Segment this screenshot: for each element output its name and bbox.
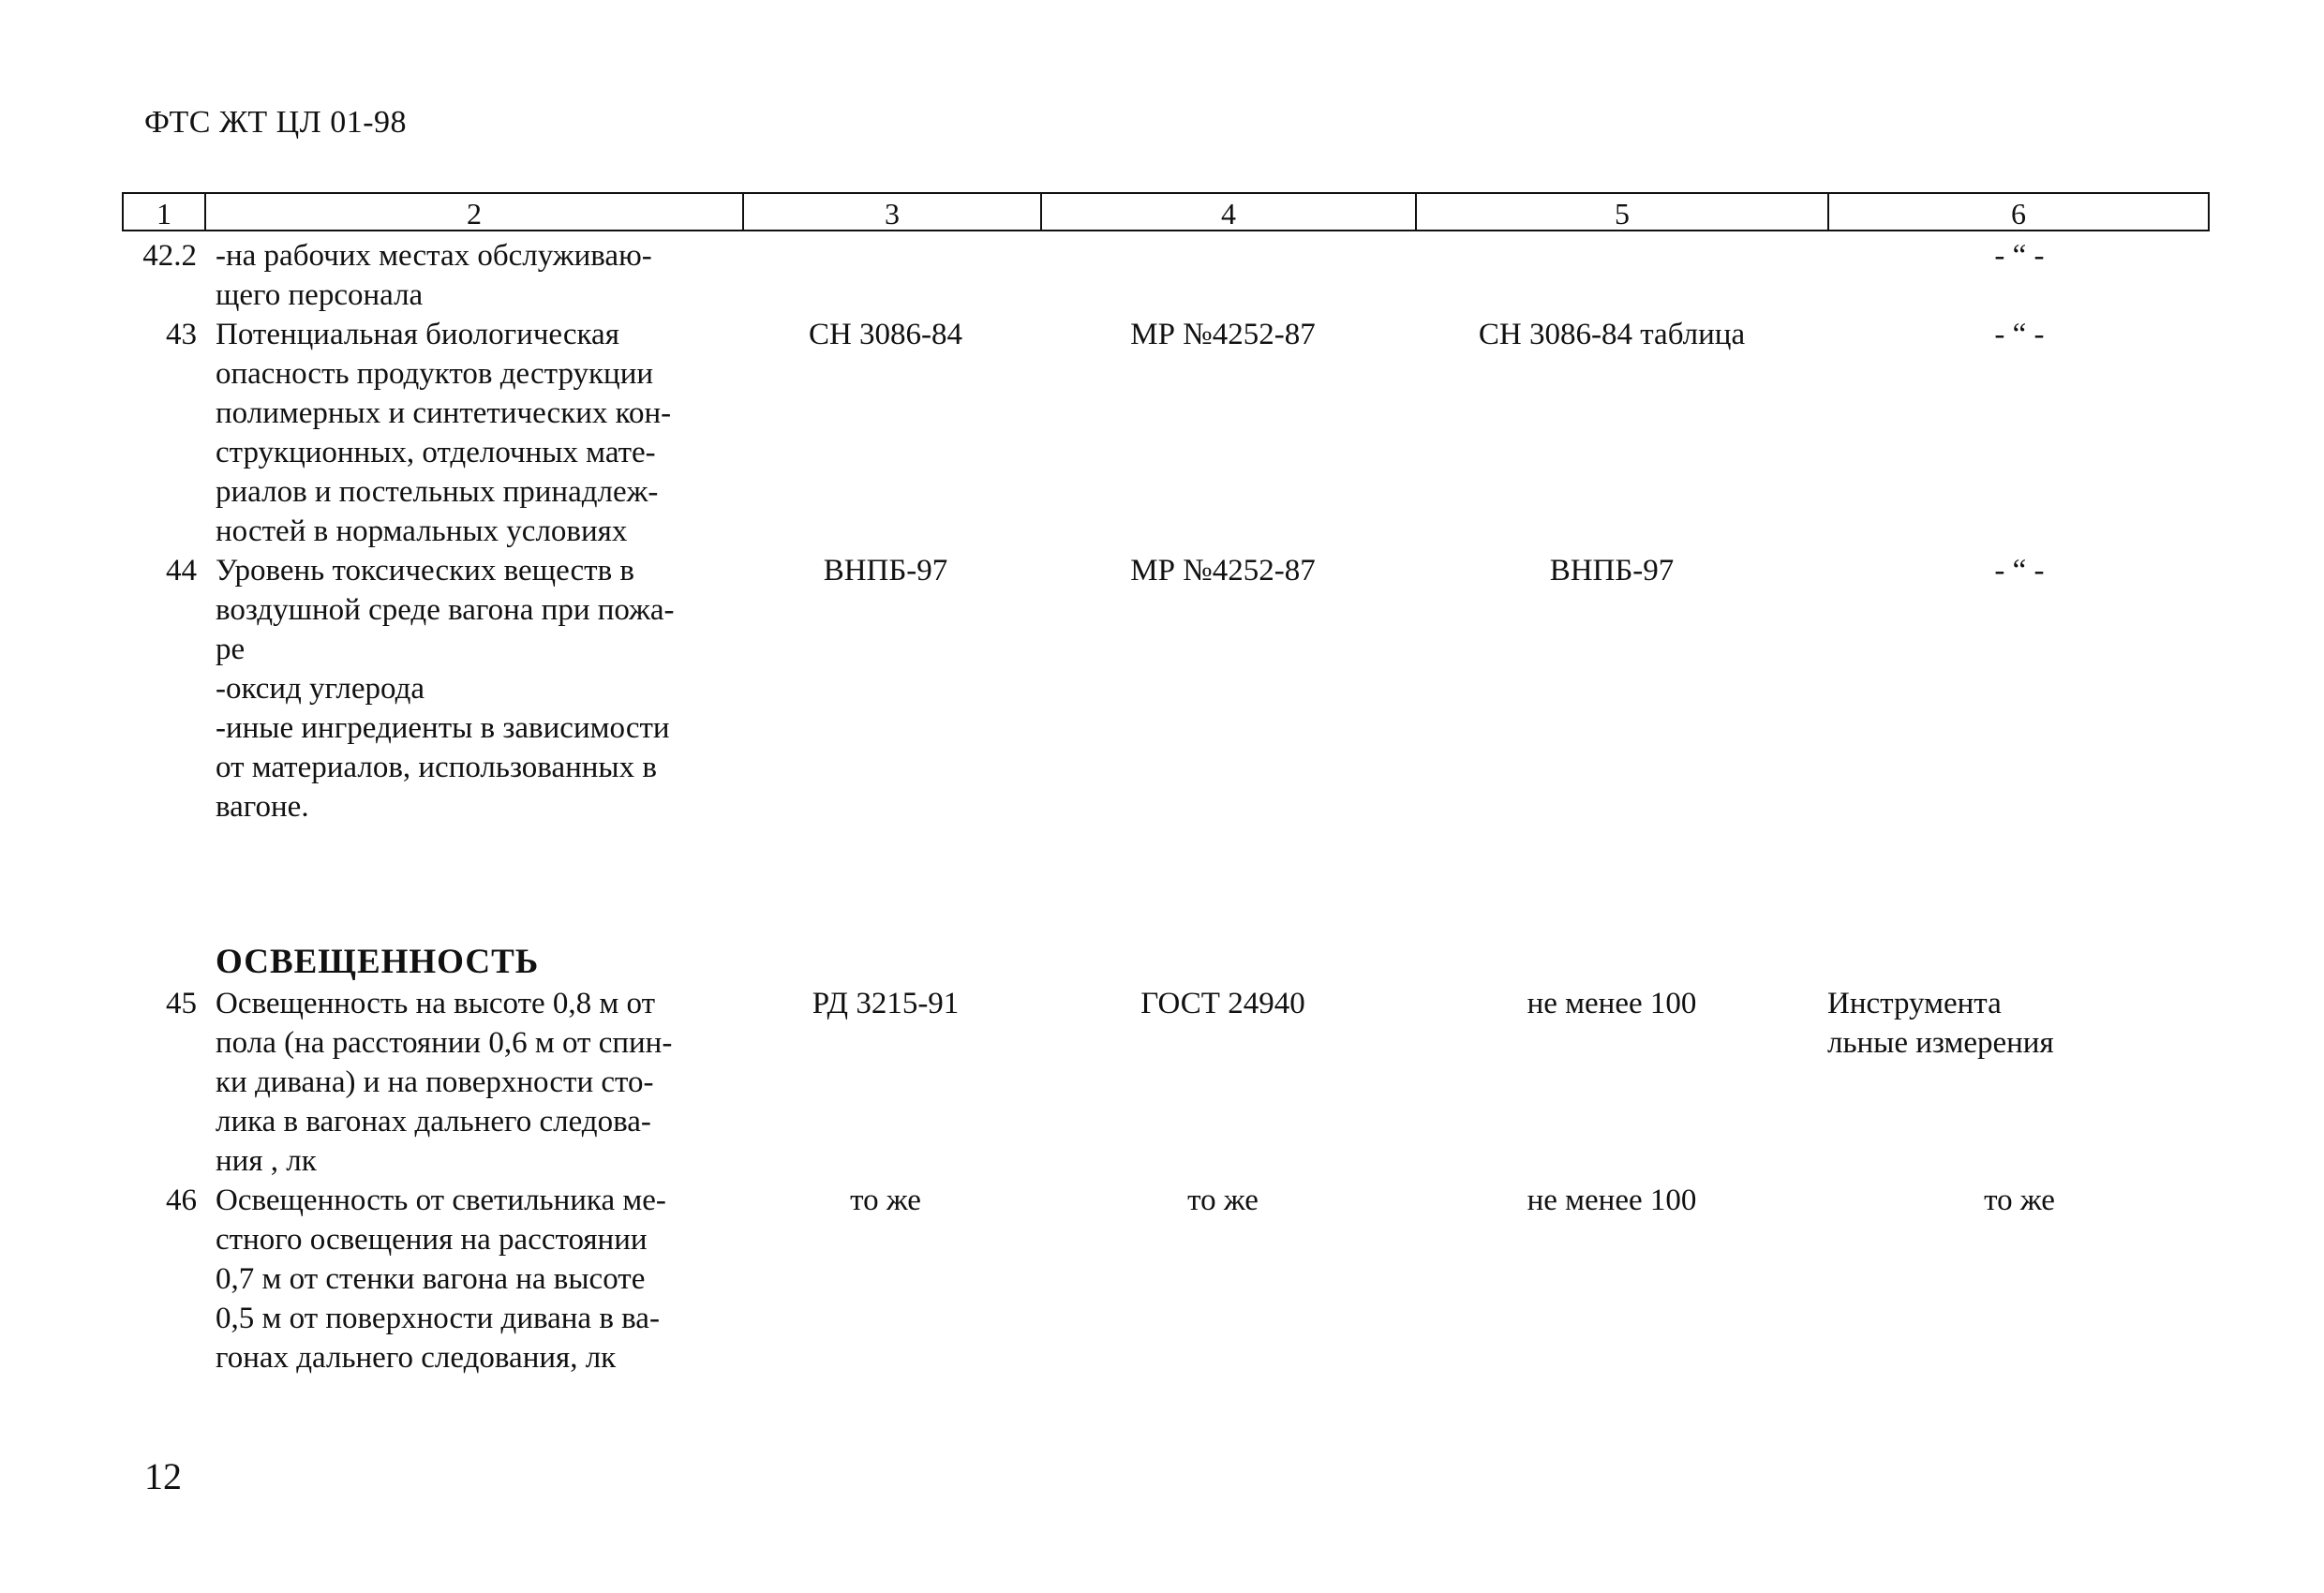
column-header-3: 3 — [742, 194, 1040, 230]
row-number: 45 — [166, 987, 197, 1020]
row-description: Уровень токсических веществ в воздушной среде вагона при пожа- ре -оксид углерода -иные ингредиенты в зависимости от материалов, использованных в вагоне. — [216, 554, 675, 824]
row-description: Освещенность на высоте 0,8 м от пола (на расстоянии 0,6 м от спин- ки дивана) и на поверхности сто- лика в вагонах дальнего следова- ния , лк — [216, 987, 673, 1178]
document-code: ФТС ЖТ ЦЛ 01-98 — [144, 105, 408, 140]
row-value: не менее 100 — [1527, 1184, 1697, 1217]
row-value: не менее 100 — [1527, 987, 1697, 1020]
column-header-5: 5 — [1415, 194, 1827, 230]
row-control: - “ - — [1994, 318, 2045, 351]
table-header — [122, 192, 2210, 231]
row-norm-document: то же — [850, 1184, 921, 1217]
section-title: ОСВЕЩЕННОСТЬ — [216, 943, 540, 981]
row-number: 42.2 — [142, 239, 197, 273]
row-control: - “ - — [1994, 239, 2045, 273]
row-norm-document: СН 3086-84 — [808, 318, 963, 351]
row-method: МР №4252-87 — [1130, 554, 1316, 588]
row-description: Освещенность от светильника ме- стного освещения на расстоянии 0,7 м от стенки вагона на высоте 0,5 м от поверхности дивана в ва- гонах дальнего следования, лк — [216, 1184, 666, 1375]
row-number: 46 — [166, 1184, 197, 1217]
row-norm-document: ВНПБ-97 — [823, 554, 948, 588]
row-method: то же — [1187, 1184, 1259, 1217]
row-description: Потенциальная биологическая опасность продуктов деструкции полимерных и синтетических кон- струкционных, отделочных мате- риалов и постельных принадлеж- ностей в нормальных условиях — [216, 318, 672, 548]
column-header-4: 4 — [1040, 194, 1415, 230]
row-method: ГОСТ 24940 — [1140, 987, 1305, 1020]
row-control: то же — [1984, 1184, 2055, 1217]
page-number: 12 — [144, 1455, 182, 1497]
row-method: МР №4252-87 — [1130, 318, 1316, 351]
column-header-1: 1 — [156, 197, 171, 231]
row-control: Инструмента льные измерения — [1827, 987, 2054, 1060]
row-norm-document: РД 3215-91 — [812, 987, 960, 1020]
row-description: -на рабочих местах обслуживаю- щего персонала — [216, 239, 652, 312]
row-value: СН 3086-84 таблица — [1478, 318, 1746, 351]
row-number: 43 — [166, 318, 197, 351]
column-header-6: 6 — [1827, 194, 2208, 230]
row-number: 44 — [166, 554, 197, 588]
row-value: ВНПБ-97 — [1549, 554, 1675, 588]
column-header-2: 2 — [204, 194, 742, 230]
row-control: - “ - — [1994, 554, 2045, 588]
